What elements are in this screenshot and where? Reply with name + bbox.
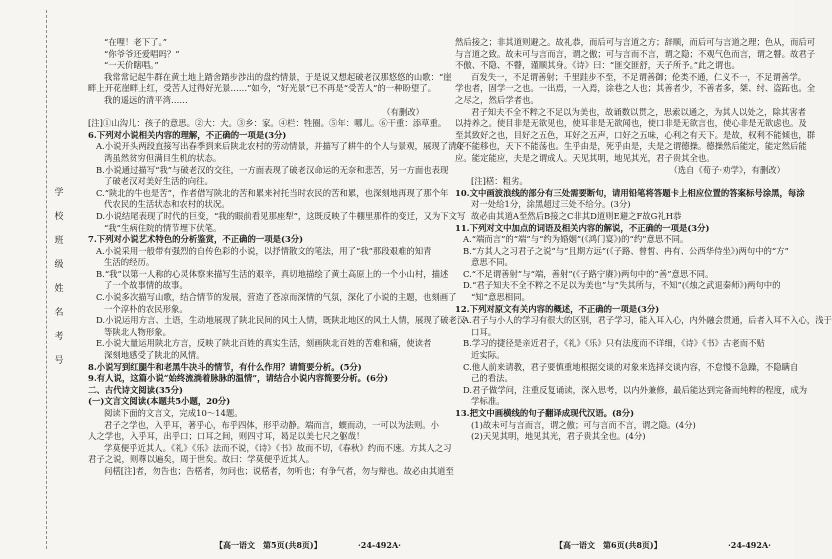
left-page-line: 畔上开花崖畔上红，受苦人过得好光景……”如今，“好光景”已不再是“受苦人”的一种盼望了。 <box>88 83 437 94</box>
right-page-line: 12.下列对原文有关内容的概述，不正确的一项是(3分) <box>455 303 660 314</box>
left-page-line: 君子之说，则尊以遍矣，周于世矣。故曰：学莫便乎近其人。 <box>88 454 315 465</box>
binding-char: 号 <box>54 356 64 366</box>
left-page-line: A.小说采用一般带有强烈的自传色彩的小说，以抒情散文的笔法，用了“我”那段艰难的知青 <box>96 245 432 256</box>
left-page-line: 等陕北人物形象。 <box>104 326 171 337</box>
left-page-line: “在哩！老下了。” <box>104 37 167 47</box>
right-page-line: D.“君子知夫不全不粹之不足以为美也”与“失其所与，不知”(《烛之武退秦师》)两句中的 <box>463 280 781 291</box>
binding-char: 校 <box>54 212 64 222</box>
left-page-line: [注]①山沟儿：孩子的意思。②大：大。③乡：家。④栏：牲圈。⑤年：哪儿。⑥干重：添草重。 <box>88 118 447 129</box>
right-footer-title: 【高一语文 第6页(共8页)】 <box>555 540 662 550</box>
left-page-line: “你爷爷还爱唱吗？” <box>104 48 180 59</box>
left-page-line: （有删改） <box>382 106 424 117</box>
right-page-line: 至其致好之也，目好之五色，耳好之五声，口好之五味，心利之有天下。是故，权利不能倾也，群 <box>455 129 816 140</box>
left-footer-title: 【高一语文 第5页(共8页)】 <box>215 540 322 550</box>
left-page-line: 生活的经历。 <box>104 257 155 268</box>
left-page-line: 6.下列对小说相关内容的理解，不正确的一项是(3分) <box>88 129 287 140</box>
right-page-line: 己的看法。 <box>471 373 513 384</box>
right-page-line: C.他人前来请教，君子要慎重地根据交谈的对象来选择交谈内容，不怠慢不急躁，不隐瞒自 <box>463 361 799 372</box>
right-page-line: [注]楛：粗劣。 <box>471 176 528 187</box>
left-page-line: C.“陕北的牛也是苦”，作者借写陕北的苦和累来衬托当时农民的苦和累，也深刻地再现了那个年 <box>96 187 449 198</box>
right-footer-code: ·24-492A· <box>728 540 771 550</box>
left-page-line: C.小说多次描写山歌，结合情节的发展，营造了苍凉而深情的气氛，深化了小说的主题，也刻画了 <box>96 292 457 303</box>
right-page-line: 口耳。 <box>471 326 497 337</box>
right-page-line: A.君子与小人的学习有很大的区别，君子学习，能入耳入心，内外融会贯通，后者入耳不入心，浅于 <box>463 315 832 326</box>
right-page-line: 然后接之；非其道则避之。故礼恭，而后可与言道之方；辞顺，而后可与言道之理；色从，而后可 <box>455 37 816 47</box>
left-page-line: 君子之学也，入乎耳，著乎心，布乎四体，形乎动静。端而言，蝡而动，一可以为法则。小 <box>104 419 439 430</box>
binding-strip <box>0 0 86 559</box>
right-page-line: (1)故未可与言而言，谓之傲；可与言而不言，谓之隐。(4分) <box>471 419 696 430</box>
left-page <box>88 37 466 478</box>
right-page-line: 众不能移也，天下不能荡也。生乎由是，死乎由是，夫是之谓德操。德操然后能定，能定然后能 <box>455 141 807 152</box>
binding-char: 学 <box>54 188 64 198</box>
right-page-line: 之尽之，然后学者也。 <box>455 94 539 105</box>
right-page-line: (2)天见其明，地见其光，君子贵其全也。(4分) <box>471 431 646 442</box>
right-page-line: 以持养之。使目非是无欲见也，使耳非是无欲闻也，使口非是无欲言也，使心非是无欲虑也。及 <box>455 118 807 129</box>
left-page-line: 人之学也，入乎耳，出乎口；口耳之间，则四寸耳，曷足以美七尺之躯哉！ <box>88 431 365 442</box>
binding-char: 姓 <box>54 284 64 294</box>
right-page-line: 近实际。 <box>471 350 505 361</box>
right-page-line: （选自《荀子·劝学》，有删改） <box>669 164 785 175</box>
left-page-line: E.小说大量运用陕北方言，反映了陕北百姓的真实生活，刻画陕北百姓的苦难和痛，使读者 <box>96 338 432 349</box>
left-page-line: 深刻地感受了陕北的风情。 <box>104 350 205 361</box>
right-page-line: 10.文中画波浪线的部分有三处需要断句，请用铅笔将答题卡上相应位置的答案标号涂黑，每涂 <box>455 187 805 198</box>
right-page-line: B.学习的捷径是亲近君子，《礼》《乐》只有法度而不详细，《诗》《书》古老而不贴 <box>463 338 765 349</box>
left-page-line: 9.有人说，这篇小说“始终流淌着脉脉的温情”，请结合小说内容简要分析。(6分) <box>88 373 389 384</box>
right-page-line: 君子知夫不全不粹之不足以为美也，故诵数以贯之，思索以通之，为其人以处之，除其害者 <box>471 106 806 117</box>
right-page-line: 对一处给1分，涂黑超过三处不给分。(3分) <box>471 199 631 210</box>
left-page-line: 问楛[注]者，勿告也；告楛者，勿问也；说楛者，勿听也；有争气者，勿与辩也。故必由其道至 <box>104 465 454 476</box>
right-page <box>455 37 832 443</box>
binding-char: 名 <box>54 308 64 318</box>
left-page-line: 了一个故事情的故事。 <box>104 280 188 291</box>
right-page-line: “知”意思相同。 <box>471 292 530 303</box>
right-page-line: 不傲、不隐、不瞽，谨顺其身。《诗》曰：“匪交匪舒，天子所予。”此之谓也。 <box>455 60 740 71</box>
right-page-line: 故必由其道A至然后B接之C非其D道则E避之F故G礼H恭 <box>471 210 682 221</box>
right-page-line: 13.把文中画横线的句子翻译成现代汉语。(8分) <box>455 408 635 418</box>
binding-line <box>46 10 47 549</box>
right-page-line: 意思不同。 <box>471 257 513 268</box>
binding-char: 班 <box>54 236 64 246</box>
left-page-line: 我的遥远的清平湾…… <box>104 94 188 105</box>
left-page-line: 湾虽然贫穷但满目生机的状态。 <box>104 152 222 163</box>
binding-char: 级 <box>54 260 64 270</box>
left-page-line: 我常常记起牛群在黄土地上踏舍踏步涉出的盘约情景，于是说又想起破老汉那悠悠的山歌：“崖 <box>104 71 452 82</box>
right-page-line: D.君子做学问，注重反复诵读，深入思考，以内外兼修，最后能达到完备而纯粹的程度，成为 <box>463 384 808 395</box>
binding-char: 考 <box>54 332 64 342</box>
left-page-line: D.小说结尾表现了时代的巨变，“我的眼前看见那座犁”，这既反映了牛棚里那件的变迁，又为下文写 <box>96 210 466 221</box>
left-page-line: A.小说开头两段直接写出春季到来后陕北农村的劳动情景，并描写了耕牛的个人与景观，展现了清平 <box>96 141 465 152</box>
left-page-line: 7.下列对小说艺术特色的分析鉴赏，不正确的一项是(3分) <box>88 234 304 245</box>
binding-text <box>52 185 66 377</box>
left-footer-code: ·24-492A· <box>358 540 401 550</box>
right-page-line: C.“不足谓善射”与“端，善射”(《子路宁赓》)两句中的“善”意思不同。 <box>463 268 714 279</box>
right-page-line: 学也者，固学一之也。一出焉，一入焉，涂巷之人也；其善者少，不善者多，桀、纣、盗跖也。全 <box>455 83 816 94</box>
right-page-line: 百发失一，不足谓善射；千里跬步不至，不足谓善御；伦类不通，仁义不一，不足谓善学。 <box>471 71 806 82</box>
left-page-line: 8.小说写到红腿牛和老黑牛决斗的情节，有什么作用？请简要分析。(5分) <box>88 361 362 372</box>
left-page-line: D.小说运用方言、土语，生动地展现了陕北民间的风土人情，既陕北地区的风土人情，展现了破老汉 <box>96 315 466 326</box>
left-page-line: 学莫便乎近其人。《礼》《乐》法而不说，《诗》《书》故而不切，《春秋》约而不速。方其人之习 <box>104 442 452 453</box>
left-page-line: 二、古代诗文阅读(35分) <box>88 384 183 395</box>
left-page-line: (一)文言文阅读(本题共5小题，20分) <box>88 396 231 407</box>
right-page-line: 与言道之致。故未可与言而言，谓之傲；可与言而不言，谓之隐；不观气色而言，谓之瞽。故君子 <box>455 48 816 59</box>
left-page-line: “我”生病住院的情节埋下伏笔。 <box>104 222 222 233</box>
right-page-line: 应。能定能应，夫是之谓成人。天见其明，地见其光，君子贵其全也。 <box>455 152 715 163</box>
left-page-line: 了破老汉对美好生活的向往。 <box>104 176 213 187</box>
left-page-line: B.小说通过描写“我”与破老汉的交往，一方面表现了破老汉命运的无奈和悲苦，另一方面也表现 <box>96 164 449 175</box>
left-page-line: B.“我”以第一人称的心灵体察来描写生活的艰辛，真切地描绘了黄土高原上的一个小山村，描述 <box>96 268 449 279</box>
left-page-line: 一个淳朴的农民形象。 <box>104 303 188 314</box>
right-page-line: 11.下列对文中加点的词语及相关内容的解说，不正确的一项是(3分) <box>455 222 710 233</box>
right-page-line: B.“方其人之习君子之说”与“且期方远”(《子路、曾皙、冉有、公西华侍坐》)两句中的“方” <box>463 245 789 256</box>
right-page-line: A.“端而言”的“端”与“约为婚姻”(《鸿门宴》)的“约”意思不同。 <box>463 234 689 245</box>
right-page-line: 学标准。 <box>471 396 505 407</box>
left-page-line: “一天价瞎唱。” <box>104 60 159 71</box>
left-page-line: 代农民的生活状态和农村的状况。 <box>104 199 230 210</box>
left-page-line: 阅读下面的文言文，完成10～14题。 <box>104 408 243 418</box>
